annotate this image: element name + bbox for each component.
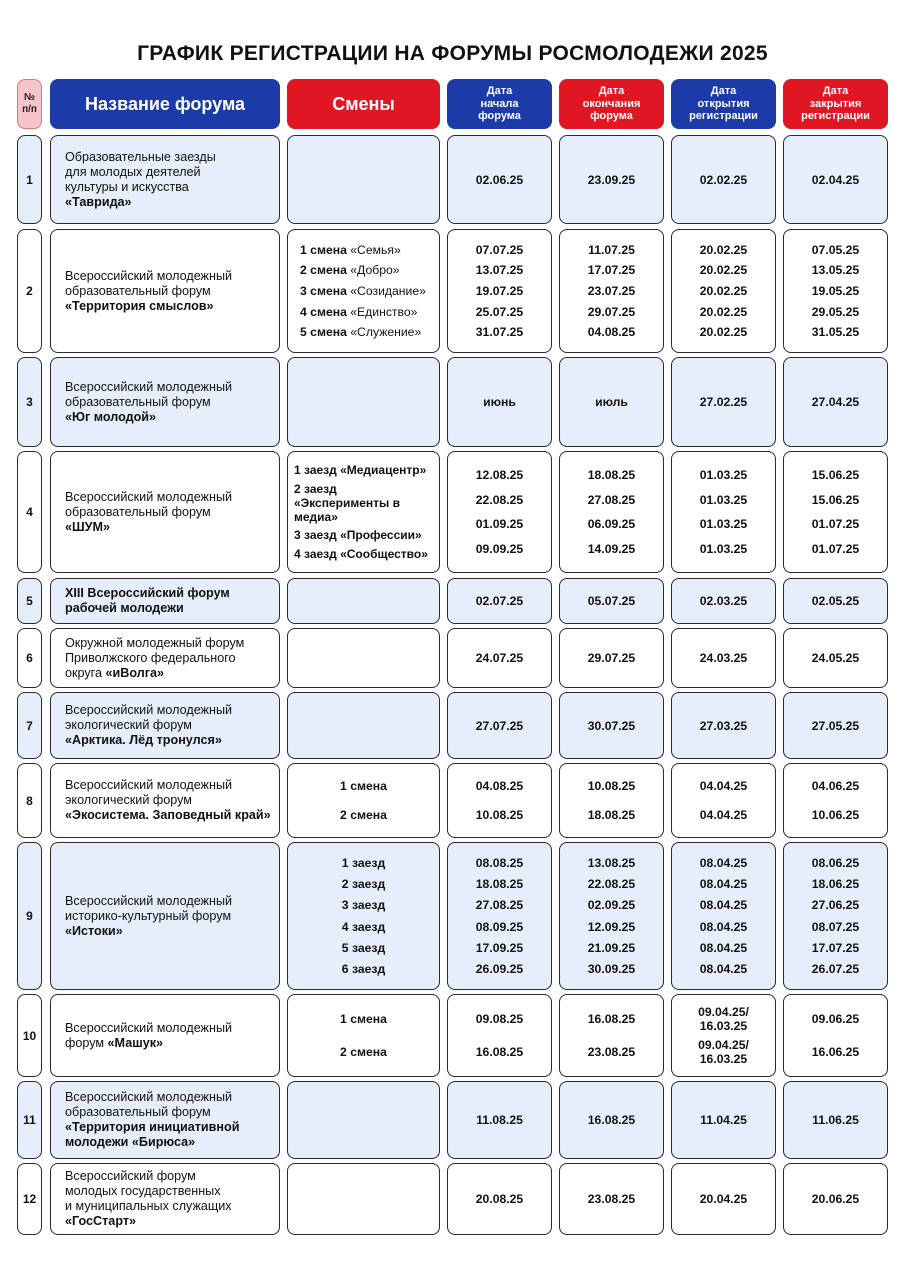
- reg-open-date: 20.02.25: [699, 325, 748, 340]
- end-date-cell: [559, 628, 664, 688]
- start-date: 02.06.25: [475, 172, 524, 187]
- start-date-cell: [447, 1081, 552, 1159]
- reg-open-date: 01.03.25: [699, 541, 748, 556]
- shifts-cell: [287, 229, 440, 353]
- end-date: 18.08.25: [587, 468, 636, 483]
- header-reg-open-line: регистрации: [689, 110, 758, 123]
- shift-item: [294, 547, 433, 561]
- start-date: 10.08.25: [475, 807, 524, 822]
- shift-name: 2 заезд «Эксперименты в медиа»: [294, 481, 400, 524]
- reg-close-date: 31.05.25: [811, 325, 860, 340]
- row-number: 11: [17, 1081, 42, 1159]
- shift-item: [342, 898, 385, 912]
- forum-name-line: образовательный форум: [65, 283, 211, 298]
- shift-item: [294, 482, 433, 524]
- start-date: 26.09.25: [475, 961, 524, 976]
- start-date: 08.09.25: [475, 919, 524, 934]
- header-end-date: [559, 79, 664, 129]
- header-reg-close-line: закрытия: [809, 97, 862, 110]
- reg-open-date: 20.02.25: [699, 242, 748, 257]
- forum-name: [50, 842, 280, 990]
- end-date-cell: [559, 692, 664, 759]
- forum-name-line: Приволжского федерального: [65, 650, 236, 665]
- header-reg-open-line: Дата: [710, 85, 737, 98]
- end-date: 30.09.25: [587, 961, 636, 976]
- forum-name: [50, 994, 280, 1077]
- shift-number: 2 смена: [340, 807, 387, 822]
- row-number: 3: [17, 357, 42, 447]
- shift-number: 1 смена: [340, 1012, 387, 1027]
- header-start-date-line: Дата: [486, 85, 513, 98]
- reg-open-date: 24.03.25: [699, 651, 748, 665]
- end-date-cell: [559, 229, 664, 353]
- shift-item: [294, 528, 433, 542]
- forum-name-title: «Экосистема. Заповедный край»: [65, 808, 271, 822]
- forum-name-line: культуры и искусства: [65, 179, 189, 194]
- reg-open-date: 08.04.25: [699, 856, 748, 871]
- forum-name-line: образовательный форум: [65, 394, 211, 409]
- header-end-date-line: форума: [590, 110, 633, 123]
- reg-close-date-cell: [783, 842, 888, 990]
- reg-open-date-cell: [671, 994, 776, 1077]
- reg-close-date: 11.06.25: [812, 1113, 859, 1127]
- start-date: 02.07.25: [475, 594, 524, 608]
- reg-open-date: 20.02.25: [699, 283, 748, 298]
- shift-number: 3 смена: [300, 283, 347, 298]
- start-date: 25.07.25: [475, 304, 524, 319]
- reg-close-date: 09.06.25: [811, 1012, 860, 1027]
- shift-name: «Созидание»: [346, 283, 426, 298]
- reg-open-date: 04.04.25: [699, 779, 748, 794]
- forum-name-line: Всероссийский молодежный: [65, 703, 233, 717]
- reg-open-date: 20.02.25: [699, 304, 748, 319]
- reg-open-date: 08.04.25: [699, 961, 748, 976]
- reg-open-date-cell: [671, 692, 776, 759]
- start-date-cell: [447, 135, 552, 224]
- shift-number: 2 смена: [300, 263, 347, 278]
- reg-close-date-cell: [783, 229, 888, 353]
- end-date-cell: [559, 1163, 664, 1235]
- forum-name-line: [65, 1036, 271, 1051]
- reg-close-date: 08.06.25: [811, 856, 860, 871]
- forum-name-title: молодежи «Бирюса»: [65, 1135, 196, 1149]
- reg-close-date: 27.05.25: [811, 718, 860, 733]
- end-date: 13.08.25: [587, 856, 636, 871]
- forum-name-line: для молодых деятелей: [65, 164, 201, 179]
- reg-close-date: 15.06.25: [811, 492, 860, 507]
- reg-close-date: 27.04.25: [811, 395, 860, 409]
- forum-name-text: округа: [65, 665, 106, 680]
- end-date: 29.07.25: [587, 651, 636, 665]
- reg-open-date: 08.04.25: [699, 877, 748, 892]
- end-date-cell: [559, 842, 664, 990]
- header-reg-open: [671, 79, 776, 129]
- reg-close-date: 13.05.25: [811, 263, 860, 278]
- reg-close-date: 01.07.25: [811, 517, 860, 532]
- header-end-date-line: Дата: [598, 85, 625, 98]
- reg-open-date: 02.03.25: [699, 594, 748, 608]
- header-num-line: №: [23, 92, 36, 103]
- forum-name-line: Всероссийский молодежный: [65, 489, 233, 504]
- shift-item: [342, 941, 385, 955]
- end-date: 02.09.25: [587, 898, 636, 913]
- end-date-cell: [559, 1081, 664, 1159]
- start-date: 17.09.25: [475, 940, 524, 955]
- header-reg-close-line: Дата: [822, 85, 849, 98]
- row-number: 4: [17, 451, 42, 573]
- forum-name: [50, 357, 280, 447]
- start-date-cell: [447, 628, 552, 688]
- reg-close-date: 19.05.25: [811, 283, 860, 298]
- forum-name-title: «Машук»: [107, 1035, 164, 1050]
- forum-name-title: «ГосСтарт»: [65, 1214, 137, 1228]
- start-date-cell: [447, 763, 552, 838]
- forum-name-title: «Юг молодой»: [65, 409, 157, 424]
- reg-open-date-cell: [671, 1163, 776, 1235]
- start-date: 13.07.25: [475, 263, 524, 278]
- row-number: 12: [17, 1163, 42, 1235]
- end-date-cell: [559, 994, 664, 1077]
- header-shifts: [287, 79, 440, 129]
- end-date: 12.09.25: [587, 919, 636, 934]
- forum-name-line: Всероссийский молодежный: [65, 778, 233, 792]
- reg-close-date: 15.06.25: [811, 468, 860, 483]
- shift-number: 2 заезд: [341, 877, 386, 892]
- header-forum-name: [50, 79, 280, 129]
- shifts-cell: [287, 135, 440, 224]
- end-date-cell: [559, 451, 664, 573]
- shift-item: [342, 920, 385, 934]
- forum-name-line: экологический форум: [65, 793, 192, 807]
- shift-item: [342, 877, 385, 891]
- shift-item: [340, 808, 387, 822]
- forum-name-line: Всероссийский молодежный: [65, 268, 233, 283]
- start-date: 08.08.25: [475, 856, 524, 871]
- shift-item: [300, 325, 433, 339]
- end-date: 23.08.25: [587, 1192, 636, 1206]
- shifts-cell: [287, 692, 440, 759]
- shift-number: 5 смена: [300, 325, 347, 340]
- reg-close-date: 24.05.25: [811, 651, 860, 665]
- reg-close-date-cell: [783, 451, 888, 573]
- header-num: [17, 79, 42, 129]
- reg-open-date-cell: [671, 763, 776, 838]
- start-date-cell: [447, 357, 552, 447]
- start-date: 04.08.25: [475, 779, 524, 794]
- forum-name-line: Всероссийский молодежный: [65, 893, 233, 908]
- shift-item: [342, 856, 385, 870]
- reg-open-date: 20.04.25: [699, 1192, 748, 1206]
- forum-name-title: «Истоки»: [65, 923, 123, 938]
- shifts-cell: [287, 357, 440, 447]
- reg-open-date: 27.03.25: [699, 718, 748, 733]
- start-date: 09.09.25: [475, 541, 524, 556]
- reg-close-date: 18.06.25: [811, 877, 860, 892]
- shift-number: 2 смена: [340, 1044, 387, 1059]
- start-date: 16.08.25: [475, 1044, 524, 1059]
- forum-name-title: «Территория смыслов»: [65, 298, 214, 313]
- reg-close-date: 17.07.25: [811, 940, 860, 955]
- forum-name-line: [65, 666, 271, 681]
- shift-item: [342, 962, 385, 976]
- start-date-cell: [447, 229, 552, 353]
- reg-close-date-cell: [783, 357, 888, 447]
- start-date-cell: [447, 994, 552, 1077]
- end-date: 16.08.25: [587, 1113, 636, 1127]
- reg-open-date: 08.04.25: [699, 919, 748, 934]
- shifts-cell: [287, 628, 440, 688]
- shifts-cell: [287, 1163, 440, 1235]
- forum-name: [50, 1081, 280, 1159]
- shift-name: 3 заезд «Профессии»: [294, 528, 422, 543]
- shift-name: «Добро»: [346, 263, 400, 278]
- header-end-date-line: окончания: [582, 97, 641, 110]
- shift-number: 4 заезд: [341, 919, 386, 934]
- shift-number: 1 смена: [340, 779, 387, 794]
- reg-close-date: 20.06.25: [811, 1192, 860, 1206]
- forum-name-title: «иВолга»: [105, 665, 164, 680]
- reg-open-date-cell: [671, 628, 776, 688]
- shift-item: [300, 305, 433, 319]
- page-title: ГРАФИК РЕГИСТРАЦИИ НА ФОРУМЫ РОСМОЛОДЕЖИ 2025: [137, 42, 768, 65]
- reg-close-date: 04.06.25: [811, 779, 860, 794]
- reg-close-date: 01.07.25: [811, 541, 860, 556]
- end-date: 17.07.25: [587, 263, 636, 278]
- reg-close-date-cell: [783, 1163, 888, 1235]
- end-date: 21.09.25: [587, 940, 636, 955]
- start-date: 18.08.25: [475, 877, 524, 892]
- row-number: 7: [17, 692, 42, 759]
- reg-open-date-cell: [671, 229, 776, 353]
- start-date: 19.07.25: [475, 283, 524, 298]
- forum-name: [50, 628, 280, 688]
- header-forum-name-label: Название форума: [84, 93, 246, 114]
- shift-item: [300, 284, 433, 298]
- row-number: 6: [17, 628, 42, 688]
- reg-open-date: 20.02.25: [699, 263, 748, 278]
- row-number: 9: [17, 842, 42, 990]
- forum-name-title: «Арктика. Лёд тронулся»: [65, 733, 222, 747]
- row-number: 10: [17, 994, 42, 1077]
- forum-name: [50, 1163, 280, 1235]
- reg-open-date-cell: [671, 1081, 776, 1159]
- reg-open-date: 09.04.25/ 16.03.25: [698, 1005, 749, 1034]
- reg-close-date: 08.07.25: [811, 919, 860, 934]
- shift-name: 1 заезд «Медиацентр»: [294, 462, 427, 477]
- end-date: 27.08.25: [587, 492, 636, 507]
- end-date-cell: [559, 135, 664, 224]
- header-start-date: [447, 79, 552, 129]
- reg-open-date: 09.04.25/ 16.03.25: [698, 1037, 749, 1066]
- forum-name: [50, 763, 280, 838]
- start-date: 31.07.25: [475, 325, 524, 340]
- forum-name-title: рабочей молодежи: [65, 601, 184, 615]
- reg-open-date: 01.03.25: [699, 492, 748, 507]
- reg-open-date-cell: [671, 451, 776, 573]
- shift-name: 4 заезд «Сообщество»: [294, 547, 428, 562]
- end-date: 23.09.25: [587, 172, 636, 187]
- shifts-cell: [287, 842, 440, 990]
- reg-close-date: 02.04.25: [811, 172, 860, 187]
- start-date-cell: [447, 692, 552, 759]
- reg-open-date-cell: [671, 135, 776, 224]
- shifts-cell: [287, 578, 440, 624]
- reg-open-date: 04.04.25: [699, 807, 748, 822]
- forum-name: [50, 578, 280, 624]
- reg-open-date-cell: [671, 357, 776, 447]
- shift-number: 5 заезд: [341, 940, 386, 955]
- end-date-cell: [559, 357, 664, 447]
- end-date: июль: [595, 395, 628, 409]
- start-date: июнь: [483, 395, 516, 409]
- reg-open-date-cell: [671, 578, 776, 624]
- start-date: 11.08.25: [476, 1113, 523, 1127]
- end-date-cell: [559, 578, 664, 624]
- header-reg-close: [783, 79, 888, 129]
- end-date: 05.07.25: [587, 594, 636, 608]
- shifts-cell: [287, 994, 440, 1077]
- reg-close-date-cell: [783, 763, 888, 838]
- header-start-date-line: форума: [478, 110, 521, 123]
- start-date-cell: [447, 578, 552, 624]
- start-date-cell: [447, 1163, 552, 1235]
- shift-item: [300, 243, 433, 257]
- end-date: 18.08.25: [587, 807, 636, 822]
- forum-name: [50, 229, 280, 353]
- forum-name: [50, 135, 280, 224]
- reg-close-date: 27.06.25: [811, 898, 860, 913]
- reg-open-date-cell: [671, 842, 776, 990]
- shift-number: 1 смена: [300, 242, 347, 257]
- forum-name-line: образовательный форум: [65, 1105, 211, 1119]
- reg-close-date-cell: [783, 994, 888, 1077]
- shift-name: «Служение»: [346, 325, 422, 340]
- reg-close-date: 10.06.25: [811, 807, 860, 822]
- header-reg-open-line: открытия: [697, 97, 750, 110]
- start-date: 27.08.25: [475, 898, 524, 913]
- end-date: 23.07.25: [587, 283, 636, 298]
- reg-open-date: 27.02.25: [699, 395, 748, 409]
- end-date: 29.07.25: [587, 304, 636, 319]
- start-date: 12.08.25: [475, 468, 524, 483]
- reg-open-date: 01.03.25: [699, 468, 748, 483]
- end-date: 16.08.25: [587, 1012, 636, 1027]
- end-date: 22.08.25: [587, 877, 636, 892]
- reg-close-date-cell: [783, 692, 888, 759]
- shift-item: [294, 463, 433, 477]
- forum-name-line: историко-культурный форум: [65, 908, 232, 923]
- shift-number: 6 заезд: [341, 961, 386, 976]
- start-date: 24.07.25: [475, 651, 524, 665]
- end-date: 23.08.25: [587, 1044, 636, 1059]
- reg-close-date: 29.05.25: [811, 304, 860, 319]
- shifts-cell: [287, 763, 440, 838]
- start-date: 20.08.25: [475, 1192, 524, 1206]
- start-date: 01.09.25: [475, 517, 524, 532]
- header-start-date-line: начала: [480, 97, 519, 110]
- forum-name-title: «Территория инициативной: [65, 1120, 240, 1134]
- forum-name: [50, 451, 280, 573]
- forum-name-line: Всероссийский форум: [65, 1169, 196, 1183]
- end-date: 10.08.25: [587, 779, 636, 794]
- forum-name-line: Всероссийский молодежный: [65, 1020, 233, 1035]
- reg-close-date-cell: [783, 628, 888, 688]
- forum-name-line: Образовательные заезды: [65, 149, 216, 164]
- start-date: 27.07.25: [475, 718, 524, 733]
- start-date-cell: [447, 451, 552, 573]
- reg-open-date: 01.03.25: [699, 517, 748, 532]
- end-date: 11.07.25: [588, 242, 635, 257]
- shift-number: 1 заезд: [341, 856, 386, 871]
- shift-number: 4 смена: [300, 304, 347, 319]
- forum-name-line: экологический форум: [65, 718, 192, 732]
- reg-open-date: 02.02.25: [699, 172, 748, 187]
- shift-item: [340, 779, 387, 793]
- reg-close-date: 02.05.25: [811, 594, 860, 608]
- shift-item: [300, 263, 433, 277]
- reg-open-date: 08.04.25: [699, 898, 748, 913]
- reg-close-date-cell: [783, 1081, 888, 1159]
- row-number: 8: [17, 763, 42, 838]
- row-number: 1: [17, 135, 42, 224]
- reg-close-date: 26.07.25: [811, 961, 860, 976]
- reg-open-date: 08.04.25: [699, 940, 748, 955]
- end-date-cell: [559, 763, 664, 838]
- forum-name-line: молодых государственных: [65, 1184, 221, 1198]
- forum-name-text: форум: [65, 1035, 108, 1050]
- header-num-line: п/п: [22, 104, 37, 115]
- end-date: 14.09.25: [587, 541, 636, 556]
- forum-name-title: XIII Всероссийский форум: [65, 586, 230, 600]
- forum-name-line: Всероссийский молодежный: [65, 1090, 233, 1104]
- forum-name-title: «ШУМ»: [65, 519, 110, 534]
- reg-close-date: 16.06.25: [811, 1044, 860, 1059]
- forum-name: [50, 692, 280, 759]
- shift-number: 3 заезд: [341, 898, 386, 913]
- shift-item: [340, 1045, 387, 1059]
- header-shifts-label: Смены: [332, 93, 395, 114]
- end-date: 04.08.25: [587, 325, 636, 340]
- forum-name-line: образовательный форум: [65, 504, 211, 519]
- start-date: 22.08.25: [475, 492, 524, 507]
- forum-name-line: и муниципальных служащих: [65, 1199, 232, 1213]
- end-date: 30.07.25: [587, 718, 636, 733]
- start-date: 09.08.25: [475, 1012, 524, 1027]
- start-date: 07.07.25: [475, 242, 524, 257]
- start-date-cell: [447, 842, 552, 990]
- shifts-cell: [287, 1081, 440, 1159]
- reg-close-date-cell: [783, 578, 888, 624]
- reg-close-date-cell: [783, 135, 888, 224]
- header-reg-close-line: регистрации: [801, 110, 870, 123]
- forum-name-line: Всероссийский молодежный: [65, 379, 233, 394]
- shift-name: «Семья»: [346, 242, 401, 257]
- reg-open-date: 11.04.25: [700, 1113, 747, 1127]
- shift-item: [340, 1012, 387, 1026]
- row-number: 5: [17, 578, 42, 624]
- row-number: 2: [17, 229, 42, 353]
- reg-close-date: 07.05.25: [811, 242, 860, 257]
- shift-name: «Единство»: [346, 304, 418, 319]
- end-date: 06.09.25: [587, 517, 636, 532]
- forum-name-title: «Таврида»: [65, 194, 132, 209]
- forum-name-line: Окружной молодежный форум: [65, 635, 245, 650]
- shifts-cell: [287, 451, 440, 573]
